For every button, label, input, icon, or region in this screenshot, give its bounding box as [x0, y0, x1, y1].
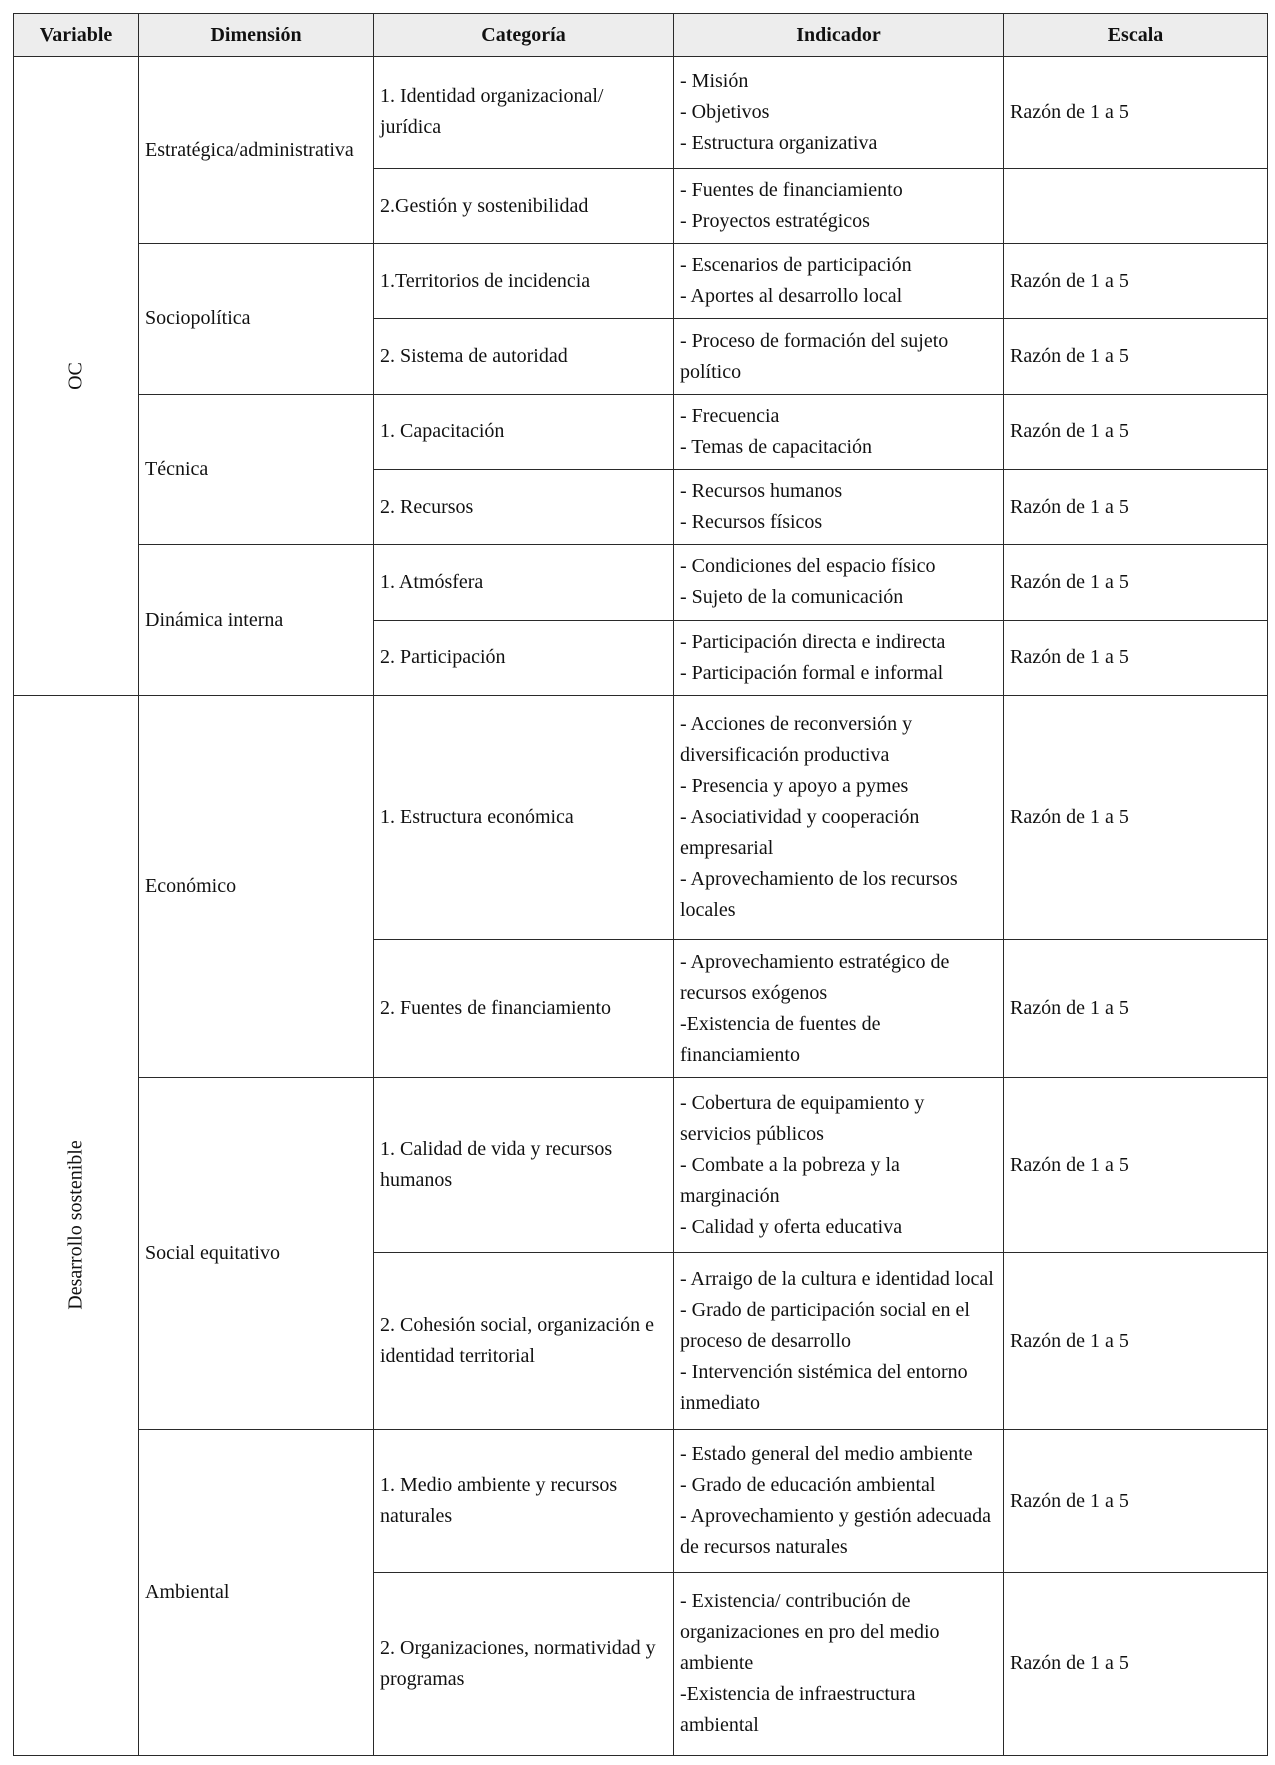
indicador-line: - Combate a la pobreza y la marginación	[680, 1153, 900, 1207]
header-variable: Variable	[14, 14, 139, 57]
indicador-line: - Aprovechamiento estratégico de recursos exógenos	[680, 950, 950, 1004]
variable-oc-cell	[14, 57, 139, 696]
indicador-line: - Aprovechamiento de los recursos locales	[680, 867, 958, 921]
escala-cell: Razón de 1 a 5	[1004, 394, 1268, 469]
escala-cell	[1004, 168, 1268, 243]
indicador-cell	[674, 1078, 1004, 1253]
table-row	[14, 545, 1268, 620]
categoria-cell: 1. Capacitación	[374, 394, 674, 469]
table-row	[14, 244, 1268, 319]
categoria-cell: 1. Identidad organizacional/ jurídica	[374, 57, 674, 169]
indicador-line: - Estructura organizativa	[680, 131, 878, 154]
categoria-cell: 1.Territorios de incidencia	[374, 244, 674, 319]
indicador-line: - Intervención sistémica del entorno inmediato	[680, 1360, 968, 1414]
indicador-line: - Estado general del medio ambiente	[680, 1443, 973, 1466]
header-categoria: Categoría	[374, 14, 674, 57]
indicador-cell	[674, 1430, 1004, 1572]
indicador-line: - Condiciones del espacio físico	[680, 555, 936, 578]
indicador-line: - Participación directa e indirecta	[680, 630, 946, 653]
categoria-cell: 1. Estructura económica	[374, 695, 674, 939]
indicador-line: - Recursos humanos	[680, 480, 843, 503]
indicador-line: - Temas de capacitación	[680, 435, 873, 458]
indicador-line: - Objetivos	[680, 100, 770, 123]
escala-cell: Razón de 1 a 5	[1004, 244, 1268, 319]
header-escala: Escala	[1004, 14, 1268, 57]
indicador-cell	[674, 1572, 1004, 1755]
dimension-estrategica: Estratégica/administrativa	[139, 57, 374, 244]
escala-cell: Razón de 1 a 5	[1004, 1572, 1268, 1755]
indicador-line: - Asociatividad y cooperación empresarial	[680, 805, 920, 859]
escala-cell: Razón de 1 a 5	[1004, 470, 1268, 545]
indicador-cell	[674, 244, 1004, 319]
categoria-cell: 2. Organizaciones, normatividad y programas	[374, 1572, 674, 1755]
indicador-cell	[674, 470, 1004, 545]
escala-cell: Razón de 1 a 5	[1004, 1078, 1268, 1253]
indicador-line: - Frecuencia	[680, 404, 780, 427]
dimension-economico: Económico	[139, 695, 374, 1078]
indicador-line: - Acciones de reconversión y diversificación productiva	[680, 712, 913, 766]
dimension-sociopolitica: Sociopolítica	[139, 244, 374, 395]
escala-cell: Razón de 1 a 5	[1004, 1253, 1268, 1430]
indicador-line: -Existencia de infraestructura ambiental	[680, 1683, 916, 1737]
escala-cell: Razón de 1 a 5	[1004, 695, 1268, 939]
indicador-cell	[674, 168, 1004, 243]
dimension-ambiental: Ambiental	[139, 1430, 374, 1756]
indicador-line: - Calidad y oferta educativa	[680, 1215, 903, 1238]
indicador-line: - Grado de educación ambiental	[680, 1474, 936, 1497]
indicador-cell	[674, 620, 1004, 695]
indicador-cell	[674, 394, 1004, 469]
indicador-cell	[674, 695, 1004, 939]
indicador-cell	[674, 545, 1004, 620]
categoria-cell: 1. Medio ambiente y recursos naturales	[374, 1430, 674, 1572]
escala-cell: Razón de 1 a 5	[1004, 545, 1268, 620]
header-row	[14, 14, 1268, 57]
table-row	[14, 1430, 1268, 1572]
indicador-line: - Arraigo de la cultura e identidad local	[680, 1267, 994, 1290]
categoria-cell: 2.Gestión y sostenibilidad	[374, 168, 674, 243]
indicador-line: - Grado de participación social en el proceso de desarrollo	[680, 1298, 970, 1352]
header-indicador: Indicador	[674, 14, 1004, 57]
escala-cell: Razón de 1 a 5	[1004, 620, 1268, 695]
indicador-line: -Existencia de fuentes de financiamiento	[680, 1012, 881, 1066]
indicador-cell	[674, 57, 1004, 169]
indicador-line: - Recursos físicos	[680, 511, 823, 534]
dimension-tecnica: Técnica	[139, 394, 374, 545]
indicador-line: - Presencia y apoyo a pymes	[680, 774, 909, 797]
variable-desarrollo: Desarrollo sostenible	[64, 1140, 87, 1311]
categoria-cell: 1. Calidad de vida y recursos humanos	[374, 1078, 674, 1253]
indicador-line: - Aportes al desarrollo local	[680, 285, 903, 308]
header-dimension: Dimensión	[139, 14, 374, 57]
dimension-social: Social equitativo	[139, 1078, 374, 1430]
indicador-cell	[674, 1253, 1004, 1430]
indicador-line: - Existencia/ contribución de organizaciones en pro del medio ambiente	[680, 1590, 940, 1675]
dimension-dinamica: Dinámica interna	[139, 545, 374, 696]
variable-oc: OC	[64, 362, 87, 390]
escala-cell: Razón de 1 a 5	[1004, 57, 1268, 169]
escala-cell: Razón de 1 a 5	[1004, 940, 1268, 1078]
table-row	[14, 1078, 1268, 1253]
variable-desarrollo-cell	[14, 695, 139, 1755]
indicador-line: - Aprovechamiento y gestión adecuada de recursos naturales	[680, 1505, 991, 1559]
variables-table	[13, 13, 1268, 1756]
categoria-cell: 2. Recursos	[374, 470, 674, 545]
table-row	[14, 57, 1268, 169]
indicador-line: - Sujeto de la comunicación	[680, 586, 904, 609]
indicador-line: - Escenarios de participación	[680, 254, 912, 277]
indicador-line: - Participación formal e informal	[680, 661, 944, 684]
table-row	[14, 394, 1268, 469]
categoria-cell: 2. Cohesión social, organización e identidad territorial	[374, 1253, 674, 1430]
escala-cell: Razón de 1 a 5	[1004, 1430, 1268, 1572]
indicador-cell	[674, 319, 1004, 394]
table-row	[14, 695, 1268, 939]
indicador-line: - Misión	[680, 69, 749, 92]
categoria-cell: 2. Participación	[374, 620, 674, 695]
escala-cell: Razón de 1 a 5	[1004, 319, 1268, 394]
indicador-line: - Fuentes de financiamiento	[680, 179, 903, 202]
indicador-line: - Proceso de formación del sujeto político	[680, 329, 949, 383]
categoria-cell: 2. Sistema de autoridad	[374, 319, 674, 394]
categoria-cell: 1. Atmósfera	[374, 545, 674, 620]
indicador-line: - Proyectos estratégicos	[680, 210, 870, 233]
indicador-cell	[674, 940, 1004, 1078]
categoria-cell: 2. Fuentes de financiamiento	[374, 940, 674, 1078]
indicador-line: - Cobertura de equipamiento y servicios públicos	[680, 1091, 925, 1145]
